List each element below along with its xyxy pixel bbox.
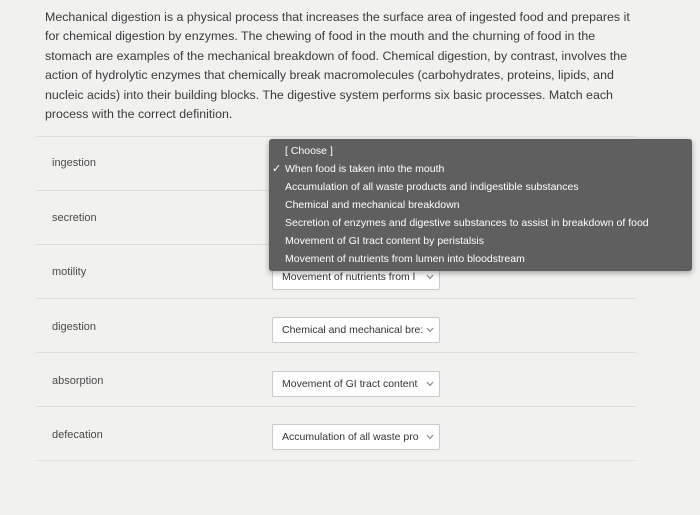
select-value: Accumulation of all waste pro — [282, 431, 419, 443]
term-label: digestion — [52, 321, 97, 333]
answer-select-digestion[interactable] — [272, 317, 440, 343]
question-text: Mechanical digestion is a physical process that increases the surface area of ingested food and prepares it for chemical digestion by enzymes. The chewing of food in the mouth and the churning of food in the stomach are examples of the mechanical breakdown of food. Chemical digestion, by contrast, involves the action of hydrolytic enzymes that chemically break macromolecules (carbohydrates, proteins, lipids, and nucleic acids) into their building blocks. The digestive system performs six basic processes. Match each process with the correct definition. — [45, 10, 630, 122]
term-label: motility — [52, 266, 87, 278]
select-value: Movement of nutrients from l — [282, 271, 416, 283]
chevron-down-icon — [426, 327, 434, 333]
chevron-down-icon — [426, 274, 434, 280]
dropdown-option-4[interactable]: Secretion of enzymes and digestive substances to assist in breakdown of food — [285, 217, 649, 229]
answer-dropdown-menu — [269, 139, 692, 271]
select-value: Chemical and mechanical bre: — [282, 324, 424, 336]
row-divider — [36, 460, 636, 515]
dropdown-option-1[interactable] — [272, 160, 445, 178]
answer-select-defecation[interactable] — [272, 424, 440, 450]
dropdown-option-5[interactable]: Movement of GI tract content by peristalsis — [285, 235, 484, 247]
chevron-down-icon — [426, 434, 434, 440]
answer-select-absorption[interactable] — [272, 371, 440, 397]
match-row-digestion — [36, 298, 636, 353]
dropdown-option-6[interactable]: Movement of nutrients from lumen into bloodstream — [285, 253, 525, 265]
match-row-defecation — [36, 406, 636, 461]
dropdown-option-3[interactable]: Chemical and mechanical breakdown — [285, 199, 460, 211]
chevron-down-icon — [426, 381, 434, 387]
term-label: absorption — [52, 375, 104, 387]
term-label: secretion — [52, 212, 97, 224]
select-value: Movement of GI tract content — [282, 378, 418, 390]
term-label: ingestion — [52, 157, 97, 169]
dropdown-option-2[interactable]: Accumulation of all waste products and indigestible substances — [285, 181, 579, 193]
option-label: When food is taken into the mouth — [285, 163, 445, 175]
term-label: defecation — [52, 429, 103, 441]
checkmark-icon: ✓ — [272, 163, 282, 175]
dropdown-option-choose[interactable]: [ Choose ] — [285, 145, 333, 157]
match-row-absorption — [36, 352, 636, 407]
